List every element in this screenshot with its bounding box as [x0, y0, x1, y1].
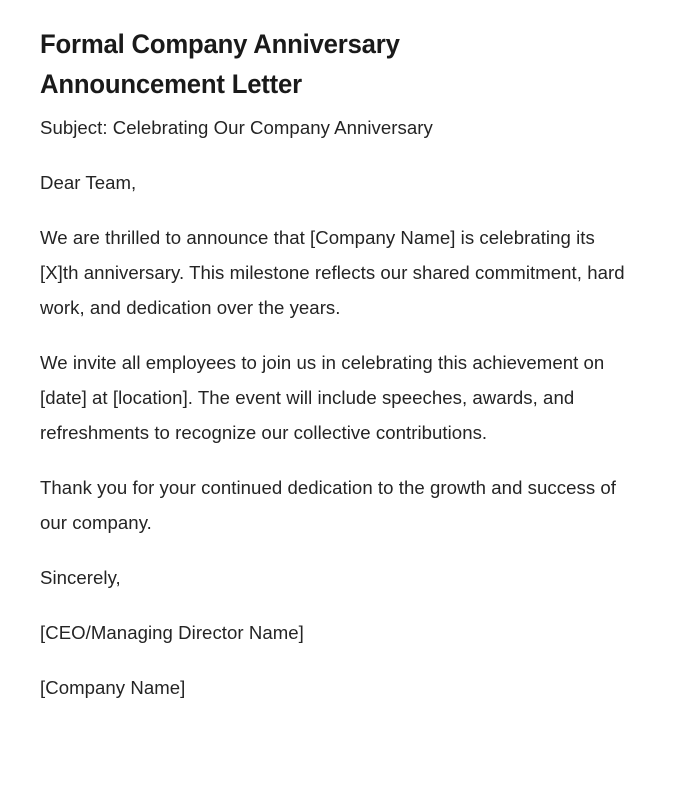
- letter-body: [40, 110, 660, 705]
- paragraph-thanks: Thank you for your continued dedication to the growth and success of our company.: [40, 477, 617, 533]
- closing: Sincerely,: [40, 567, 121, 588]
- salutation: Dear Team,: [40, 172, 137, 193]
- signature-name: [CEO/Managing Director Name]: [40, 622, 304, 643]
- subject-line: Subject: Celebrating Our Company Anniversary: [40, 117, 433, 138]
- paragraph-invitation: We invite all employees to join us in celebrating this achievement on [date] at [location]. The event will include speeches, awards, and refreshments to recognize our collective contributions.: [40, 352, 605, 443]
- paragraph-announcement: We are thrilled to announce that [Company Name] is celebrating its [X]th anniversary. This milestone reflects our shared commitment, hard work, and dedication over the years.: [40, 227, 625, 318]
- page-title: Formal Company Anniversary Announcement Letter: [40, 29, 400, 99]
- signature-company: [Company Name]: [40, 677, 186, 698]
